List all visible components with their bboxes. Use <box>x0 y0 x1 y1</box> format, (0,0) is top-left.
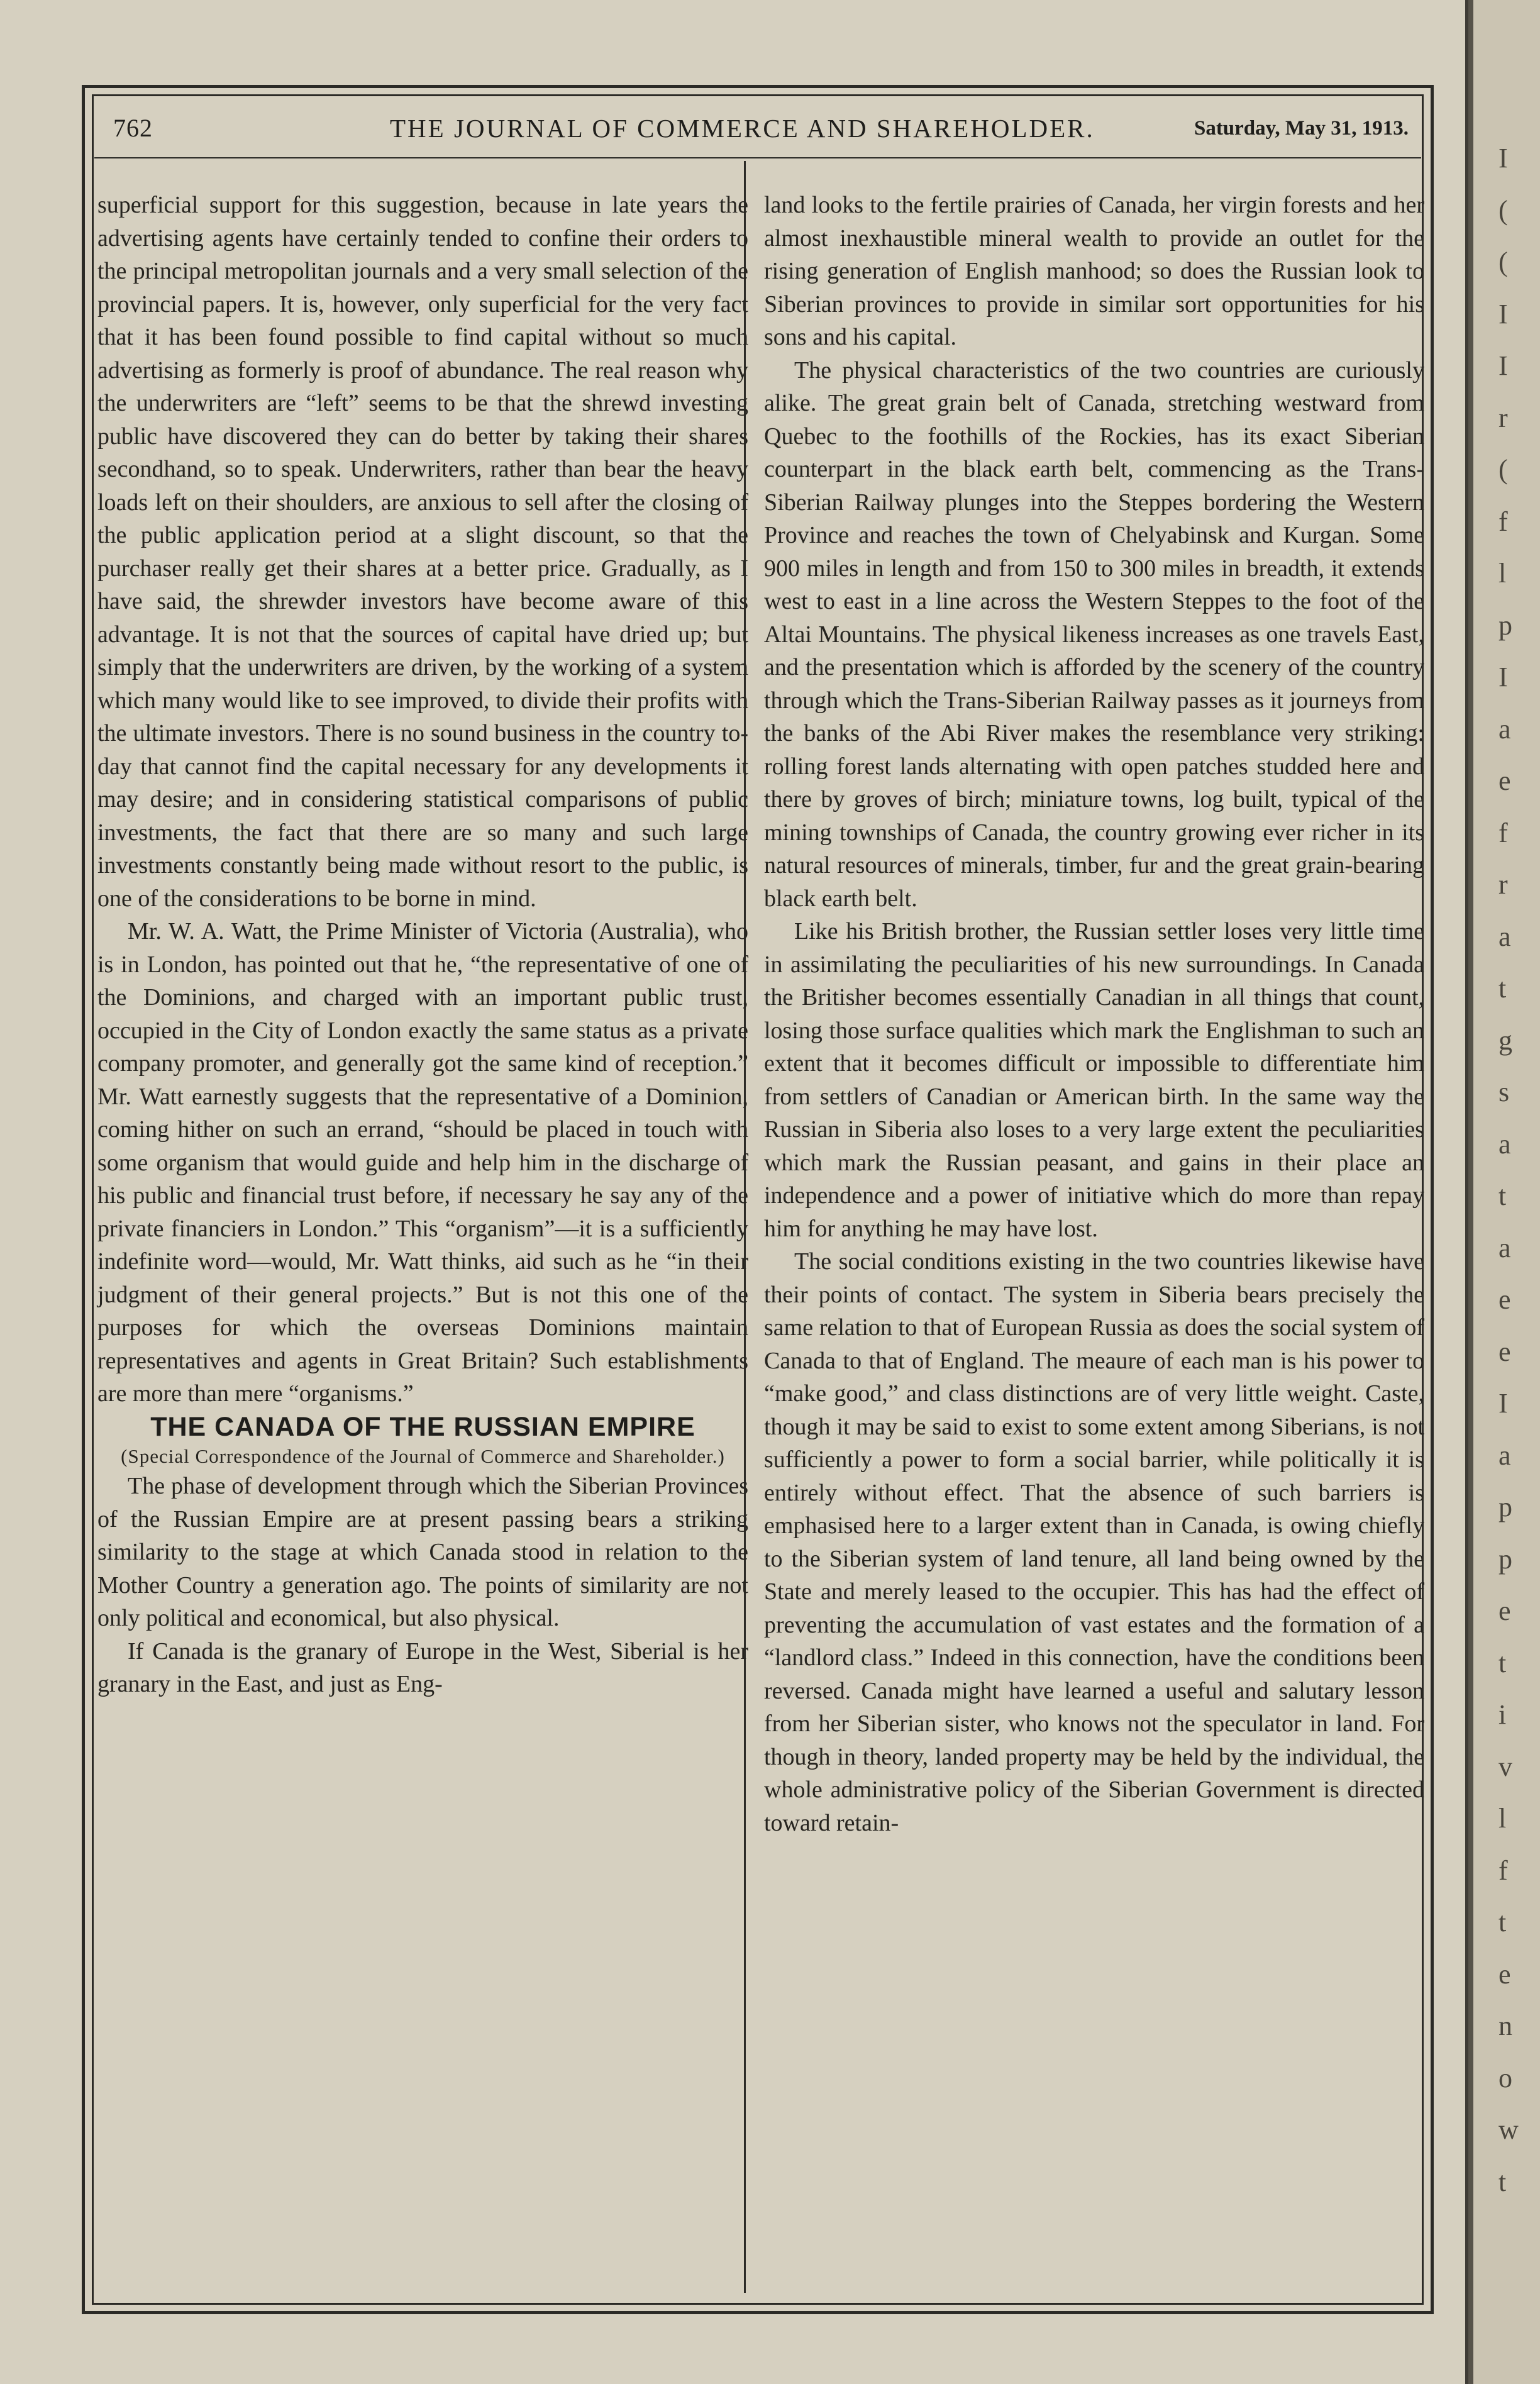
adjacent-page-glyph: t <box>1498 1180 1507 1211</box>
adjacent-page-glyph: s <box>1498 1077 1510 1107</box>
adjacent-page-glyph: ( <box>1498 247 1508 277</box>
adjacent-page-glyph: e <box>1498 1284 1511 1315</box>
article-title: THE CANADA OF THE RUSSIAN EMPIRE <box>150 1411 695 1442</box>
adjacent-page-glyph: f <box>1498 817 1508 848</box>
journal-title: THE JOURNAL OF COMMERCE AND SHAREHOLDER. <box>390 114 1095 143</box>
paragraph: Mr. W. A. Watt, the Prime Minister of Victoria (Australia), who is in London, has pointed out that he, “the representative of one of the Dominions, and charged with an important public trust, occupied in the City of London exactly the same status as a private company promoter, and generally got the same kind of reception.” Mr. Watt earnestly suggests that the representative of a Dominion, coming hither on such an errand, “should be placed in touch with some organism that would guide and help him in the discharge of his public and financial trust before, if necessary he say any of the private financiers in London.” This “organism”—it is a sufficiently indefinite word—would, Mr. Watt thinks, aid such as he “in their judgment of their general projects.” But is not this one of the purposes for which the overseas Dominions maintain representatives and agents in Great Britain? Such establishments are more than mere “organisms.” <box>97 918 748 1407</box>
adjacent-page-glyph: a <box>1498 1128 1511 1160</box>
adjacent-page-glyph: v <box>1498 1751 1512 1782</box>
adjacent-page-glyph: l <box>1498 1803 1507 1834</box>
paragraph: superficial support for this suggestion, because in late years the advertising agents have certainly tended to confine their orders to the principal metropolitan journals and a very small selection of the provincial papers. It is, however, only superficial for the very fact that it has been found possible to find capital without so much advertising as formerly is proof of abundance. The real reason why the underwriters are “left” seems to be that the shrewd investing public have discovered they can do better by taking their shares secondhand, so to speak. Underwriters, rather than bear the heavy loads left on their shoulders, are anxious to sell after the closing of the public application period at a slight discount, so that the purchaser really get their shares at a better price. Gradually, as I have said, the shrewder investors have become aware of this advantage. It is not that the sources of capital have dried up; but simply that the underwriters are driven, by the working of a system which many would like to see improved, to divide their profits with the ultimate investors. There is no sound business in the country to-day that cannot find the capital necessary for any developments it may desire; and in considering statistical comparisons of public investments, the fact that there are so many and such large investments constantly being made without resort to the public, is one of the considerations to be borne in mind. <box>97 192 748 912</box>
paragraph: Like his British brother, the Russian settler loses very little time in assimilating the peculiarities of his new surroundings. In Canada the Britisher becomes essentially Canadian in all things that count, losing those surface qualities which mark the Englishman to such an extent that it becomes difficult or impossible to differentiate him from settlers of Canadian or American birth. In the same way the Russian in Siberia also loses to a very large extent the peculiarities which mark the Russian peasant, and gains in their place an independence and a power of initiative which do more than repay him for anything he may have lost. <box>764 918 1424 1242</box>
adjacent-page-glyph: a <box>1498 921 1511 952</box>
adjacent-page-glyph: I <box>1498 662 1508 692</box>
adjacent-page-glyph: w <box>1498 2114 1519 2145</box>
adjacent-page-glyph: a <box>1498 1232 1511 1263</box>
adjacent-page-glyph: ( <box>1498 194 1508 226</box>
left-column <box>97 189 748 1701</box>
adjacent-page-glyph: r <box>1498 402 1508 433</box>
paragraph: The physical characteristics of the two countries are curiously alike. The great grain belt of Canada, stretching westward from Quebec to the foothills of the Rockies, has its exact Siberian counterpart in the black earth belt, commencing as the Trans-Siberian Railway plunges into the Steppes bordering the Western Province and reaches the town of Chelyabinsk and Kurgan. Some 900 miles in length and from 150 to 300 miles in breadth, it extends west to east in a line across the Western Steppes to the foot of the Altai Mountains. The physical likeness increases as one travels East, and the presentation which is afforded by the scenery of the country through which the Trans-Siberian Railway passes as it journeys from the banks of the Abi River makes the resemblance very striking: rolling forest lands alternating with open patches studded here and there by groves of birch; miniature towns, log built, typical of the mining townships of Canada, the country growing ever richer in its natural resources of minerals, timber, fur and the great grain-bearing black earth belt. <box>764 357 1424 912</box>
right-column <box>764 189 1424 1839</box>
running-header <box>113 113 1421 157</box>
adjacent-page-glyph: I <box>1498 350 1508 381</box>
adjacent-page-glyph: e <box>1498 1595 1511 1626</box>
paragraph: The social conditions existing in the two countries likewise have their points of contact. The system in Siberia bears precisely the same relation to that of European Russia as does the social system of Canada to that of England. The meaure of each man is his power to “make good,” and class distinctions are of very little weight. Caste, though it may be said to exist to some extent among Siberians, is not sufficiently a power to form a social barrier, while politically it is entirely without effect. That the absence of such barriers is emphasised here to a larger extent than in Canada, is owing chiefly to the Siberian system of land tenure, all land being owned by the State and merely leased to the occupier. This has had the effect of preventing the accumulation of vast estates and the formation of a “landlord class.” Indeed in this connection, have the conditions been reversed. Canada might have learned a useful and salutary lesson from her Siberian sister, who knows not the speculator in land. For though in theory, landed property may be held by the individual, the whole administrative policy of the Siberian Government is directed toward retain- <box>764 1248 1424 1836</box>
adjacent-page-glyph: t <box>1498 1907 1507 1938</box>
adjacent-page-glyph: f <box>1498 1855 1508 1886</box>
page-number: 762 <box>113 114 153 142</box>
adjacent-page-glyph: r <box>1498 869 1508 900</box>
paragraph: If Canada is the granary of Europe in the West, Siberial is her granary in the East, and just as Eng- <box>97 1638 748 1697</box>
adjacent-page-glyph: a <box>1498 1439 1511 1471</box>
adjacent-page-glyph: e <box>1498 1336 1511 1367</box>
paragraph: land looks to the fertile prairies of Canada, her virgin forests and her almost inexhaustible mineral wealth to provide an outlet for the rising generation of English manhood; so does the Russian look to Siberian provinces to provide in similar sort opportunities for his sons and his capital. <box>764 192 1424 350</box>
adjacent-page-edge <box>1468 0 1540 2384</box>
issue-date: Saturday, May 31, 1913. <box>1194 117 1409 140</box>
adjacent-page-glyph: t <box>1498 973 1507 1004</box>
adjacent-page-glyph: e <box>1498 765 1511 796</box>
adjacent-page-glyph: i <box>1498 1699 1507 1730</box>
paragraph: The phase of development through which the Siberian Provinces of the Russian Empire are at present passing bears a striking similarity to the stage at which Canada stood in relation to the Mother Country a generation ago. The points of similarity are not only political and economical, but also physical. <box>97 1473 748 1631</box>
adjacent-page-glyph: p <box>1498 609 1512 641</box>
adjacent-page-glyph: n <box>1498 2010 1512 2041</box>
adjacent-page-glyph: e <box>1498 1958 1511 1990</box>
adjacent-page-glyph: I <box>1498 143 1508 174</box>
adjacent-page-glyph: g <box>1498 1024 1512 1056</box>
adjacent-page-glyph: I <box>1498 298 1508 330</box>
adjacent-page-glyph: a <box>1498 713 1511 745</box>
adjacent-page-glyph: f <box>1498 506 1508 537</box>
adjacent-page-glyph: o <box>1498 2062 1512 2093</box>
header-rule <box>94 157 1421 158</box>
adjacent-page-glyph: p <box>1498 1492 1512 1522</box>
article-subtitle: (Special Correspondence of the Journal of Commerce and Shareholder.) <box>121 1445 725 1467</box>
adjacent-page-glyph: t <box>1498 1647 1507 1678</box>
adjacent-page-glyph: t <box>1498 2166 1507 2197</box>
adjacent-page-glyph: p <box>1498 1543 1512 1575</box>
adjacent-page-glyph: I <box>1498 1388 1508 1419</box>
adjacent-page-glyph: l <box>1498 558 1507 589</box>
adjacent-page-glyph: ( <box>1498 454 1508 485</box>
